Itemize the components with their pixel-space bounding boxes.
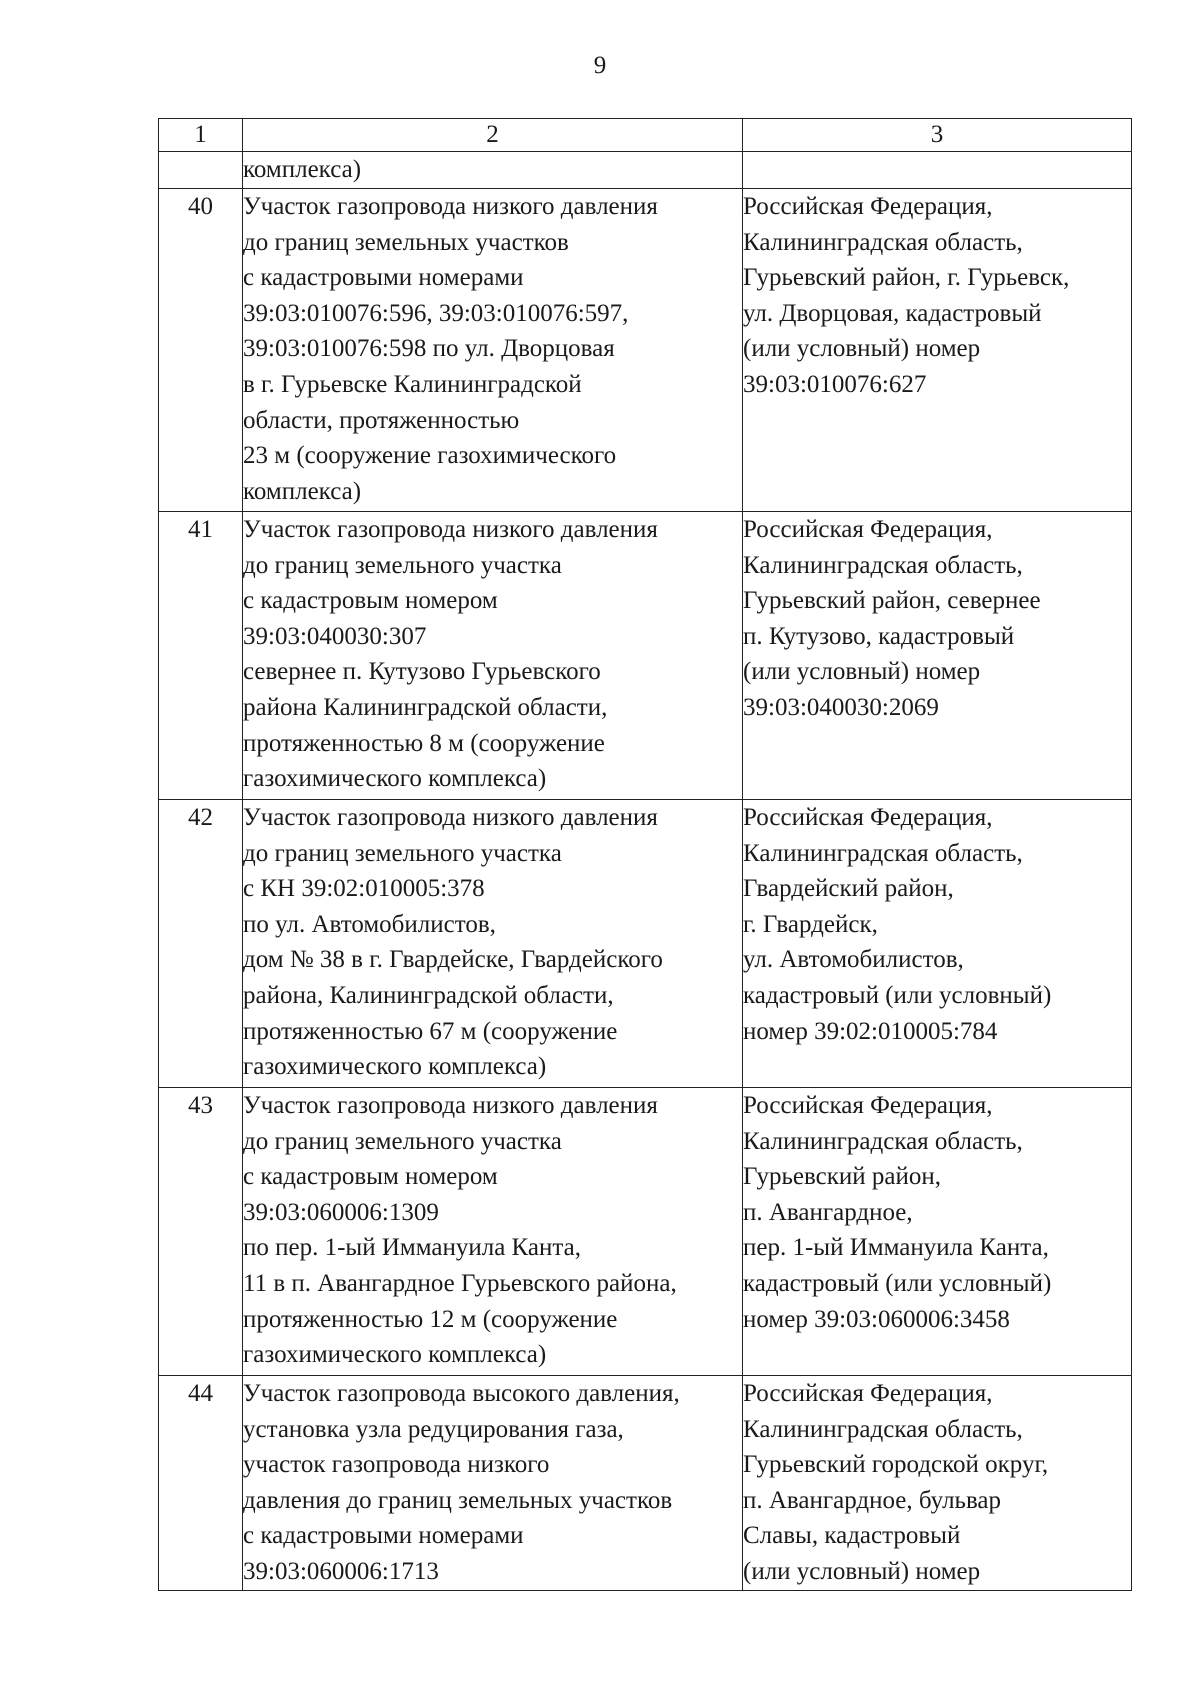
description-line: протяженностью 12 м (сооружение: [243, 1305, 618, 1333]
table-row: [159, 512, 1132, 800]
location-line: Российская Федерация,: [743, 804, 993, 831]
row-description: [243, 1088, 743, 1376]
description-line: установка узла редуцирования газа,: [243, 1415, 624, 1443]
location-line: кадастровый (или условный): [743, 1269, 1052, 1297]
row-description: [243, 512, 743, 800]
location-line: номер 39:03:060006:3458: [743, 1305, 1010, 1333]
description-line: области, протяженностью: [243, 406, 520, 434]
location-line: п. Авангардное, бульвар: [743, 1486, 1002, 1514]
row-number: 43: [159, 1088, 243, 1376]
description-line: до границ земельного участка: [243, 839, 562, 867]
location-line: Калининградская область,: [743, 839, 1023, 867]
row-description: [243, 189, 743, 512]
description-line: протяженностью 67 м (сооружение: [243, 1017, 618, 1045]
location-line: (или условный) номер: [743, 1557, 981, 1585]
description-line: газохимического комплекса): [243, 1053, 547, 1081]
location-line: Российская Федерация,: [743, 516, 993, 543]
description-line: 39:03:010076:598 по ул. Дворцовая: [243, 335, 615, 363]
location-line: Гурьевский район, г. Гурьевск,: [743, 264, 1070, 292]
location-line: Гурьевский район, севернее: [743, 587, 1041, 615]
row-description: [243, 1376, 743, 1591]
description-line: 23 м (сооружение газохимического: [243, 442, 617, 470]
location-line: Калининградская область,: [743, 228, 1023, 256]
description-line: с кадастровыми номерами: [243, 1522, 524, 1550]
table-row: [159, 1376, 1132, 1591]
column-header-description: 2: [243, 119, 743, 152]
description-line: района Калининградской области,: [243, 693, 608, 721]
description-line: по пер. 1-ый Иммануила Канта,: [243, 1234, 581, 1262]
row-location: [743, 189, 1132, 512]
location-line: Российская Федерация,: [743, 193, 993, 220]
description-line: до границ земельных участков: [243, 228, 569, 256]
location-line: (или условный) номер: [743, 335, 981, 363]
location-line: п. Кутузово, кадастровый: [743, 622, 1015, 650]
description-line: Участок газопровода низкого давления: [243, 193, 658, 220]
description-line: с кадастровыми номерами: [243, 264, 524, 292]
location-line: Российская Федерация,: [743, 1380, 993, 1407]
description-line: 11 в п. Авангардное Гурьевского района,: [243, 1269, 677, 1297]
location-line: Гурьевский район,: [743, 1163, 942, 1191]
description-line: участок газопровода низкого: [243, 1451, 550, 1479]
location-line: кадастровый (или условный): [743, 981, 1052, 1009]
description-line: комплекса): [243, 156, 362, 183]
table-header-row: [159, 119, 1132, 152]
row-location: [743, 1376, 1132, 1591]
row-number: 44: [159, 1376, 243, 1591]
row-location: [743, 1088, 1132, 1376]
description-line: протяженностью 8 м (сооружение: [243, 729, 605, 757]
description-line: Участок газопровода низкого давления: [243, 804, 658, 831]
table-row: [159, 800, 1132, 1088]
description-line: Участок газопровода высокого давления,: [243, 1380, 680, 1407]
description-line: 39:03:060006:1713: [243, 1557, 439, 1585]
description-line: 39:03:010076:596, 39:03:010076:597,: [243, 299, 629, 327]
row-description: [243, 800, 743, 1088]
location-line: п. Авангардное,: [743, 1198, 913, 1226]
column-header-location: 3: [743, 119, 1132, 152]
description-line: дом № 38 в г. Гвардейске, Гвардейского: [243, 946, 663, 974]
location-line: ул. Дворцовая, кадастровый: [743, 299, 1042, 327]
description-line: с кадастровым номером: [243, 1163, 498, 1191]
location-line: г. Гвардейск,: [743, 910, 878, 938]
row-number: 41: [159, 512, 243, 800]
row-number: [159, 152, 243, 189]
description-line: севернее п. Кутузово Гурьевского: [243, 658, 601, 686]
description-line: газохимического комплекса): [243, 1341, 547, 1369]
description-line: 39:03:040030:307: [243, 622, 427, 650]
description-line: района, Калининградской области,: [243, 981, 614, 1009]
description-line: Участок газопровода низкого давления: [243, 1092, 658, 1119]
location-line: Славы, кадастровый: [743, 1522, 961, 1550]
description-line: Участок газопровода низкого давления: [243, 516, 658, 543]
description-line: 39:03:060006:1309: [243, 1198, 439, 1226]
row-location: [743, 512, 1132, 800]
row-description: [243, 152, 743, 189]
location-line: 39:03:010076:627: [743, 370, 927, 398]
description-line: в г. Гурьевске Калининградской: [243, 370, 582, 398]
location-line: Калининградская область,: [743, 1415, 1023, 1443]
location-line: Гвардейский район,: [743, 875, 954, 903]
column-header-number: 1: [159, 119, 243, 152]
description-line: газохимического комплекса): [243, 765, 547, 793]
page-number: 9: [593, 52, 607, 79]
location-line: Калининградская область,: [743, 551, 1023, 579]
row-number: 42: [159, 800, 243, 1088]
description-line: до границ земельного участка: [243, 551, 562, 579]
location-line: ул. Автомобилистов,: [743, 946, 964, 974]
description-line: с КН 39:02:010005:378: [243, 875, 485, 903]
table-row-continuation: [159, 152, 1132, 189]
location-line: (или условный) номер: [743, 658, 981, 686]
location-line: Российская Федерация,: [743, 1092, 993, 1119]
description-line: давления до границ земельных участков: [243, 1486, 673, 1514]
row-number: 40: [159, 189, 243, 512]
table-row: [159, 1088, 1132, 1376]
location-line: 39:03:040030:2069: [743, 693, 939, 721]
location-line: Калининградская область,: [743, 1127, 1023, 1155]
registry-table: [158, 118, 1132, 1591]
description-line: по ул. Автомобилистов,: [243, 910, 496, 938]
description-line: с кадастровым номером: [243, 587, 498, 615]
location-line: пер. 1-ый Иммануила Канта,: [743, 1234, 1049, 1262]
row-location: [743, 152, 1132, 189]
location-line: Гурьевский городской округ,: [743, 1451, 1049, 1479]
row-location: [743, 800, 1132, 1088]
description-line: до границ земельного участка: [243, 1127, 562, 1155]
table-row: [159, 189, 1132, 512]
location-line: номер 39:02:010005:784: [743, 1017, 998, 1045]
description-line: комплекса): [243, 477, 362, 505]
